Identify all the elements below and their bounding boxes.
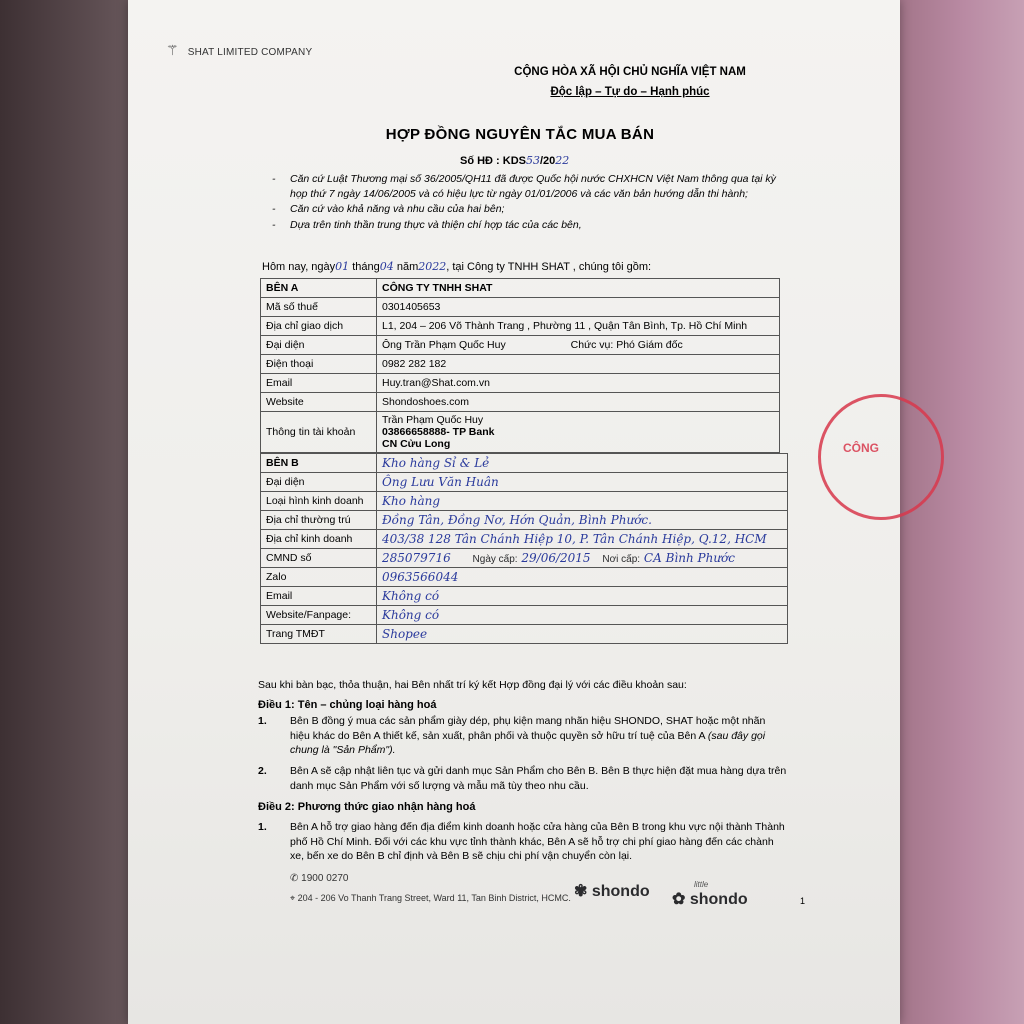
contract-number: Số HĐ : KDS53/2022 xyxy=(460,154,570,167)
article-2-item-1: 1. Bên A hỗ trợ giao hàng đến địa điểm kinh doanh hoặc cửa hàng của Bên B trong khu vực nội thành Thành phố Hồ Chí Minh. Đối với các khu vực tỉnh thành khác, Bên A sẽ hỗ trợ chi phí giao hàng đến các chành xe, bến xe do Bên B chỉ định và Bên B sẽ chịu chi phí vận chuyển còn lại. xyxy=(258,821,785,863)
table-row: Thông tin tài khoản Trần Phạm Quốc Huy 03866658888- TP Bank CN Cửu Long xyxy=(261,412,780,453)
page-number: 1 xyxy=(800,896,806,906)
party-a-table xyxy=(260,278,780,453)
legal-basis-item: - Căn cứ vào khả năng và nhu cầu của hai bên; xyxy=(272,203,505,216)
location-pin-icon: ⌖ xyxy=(290,893,296,903)
company-seal-stamp: CÔNG xyxy=(818,394,944,520)
company-logo: ⚚ SHAT LIMITED COMPANY xyxy=(166,42,313,58)
table-row: Địa chỉ kinh doanh 403/38 128 Tân Chánh Hiệp 10, P. Tân Chánh Hiệp, Q.12, HCM xyxy=(261,530,788,549)
table-row: CMND số 285079716 Ngày cấp: 29/06/2015 Nơi cấp: CA Bình Phước xyxy=(261,549,788,568)
phone-icon: ✆ xyxy=(290,873,299,884)
little-shondo-logo: little ✿ shondo xyxy=(672,880,748,908)
contract-date-line: Hôm nay, ngày01 tháng04 năm2022, tại Công ty TNHH SHAT , chúng tôi gồm: xyxy=(262,260,652,273)
shondo-flower-icon: ✾ xyxy=(574,883,588,900)
table-row: Website Shondoshoes.com xyxy=(261,393,780,412)
footer-phone: ✆ 1900 0270 xyxy=(290,873,349,884)
legal-basis-item: - Dựa trên tinh thần trung thực và thiện chí hợp tác của các bên, xyxy=(272,218,582,231)
table-row: Zalo 0963566044 xyxy=(261,568,788,587)
party-b-table xyxy=(260,453,788,644)
intro-paragraph: Sau khi bàn bạc, thỏa thuận, hai Bên nhất trí ký kết Hợp đồng đại lý với các điều khoản sau: xyxy=(258,679,687,691)
contract-year-handwritten: 22 xyxy=(555,154,570,167)
article-2-heading: Điều 2: Phương thức giao nhận hàng hoá xyxy=(258,801,476,813)
table-row: Mã số thuế 0301405653 xyxy=(261,298,780,317)
table-row: Loại hình kinh doanh Kho hàng xyxy=(261,492,788,511)
shat-logo-icon: ⚚ xyxy=(166,42,179,58)
article-1-heading: Điều 1: Tên – chủng loại hàng hoá xyxy=(258,699,437,711)
contract-number-handwritten: 53 xyxy=(526,154,540,167)
table-row: Địa chỉ thường trú Đồng Tân, Đồng Nơ, Hớn Quản, Bình Phước. xyxy=(261,511,788,530)
table-row: Đại diện Ông Lưu Văn Huân xyxy=(261,473,788,492)
table-row: Điện thoại 0982 282 182 xyxy=(261,355,780,374)
legal-bases xyxy=(272,172,792,233)
shondo-logo: ✾ shondo xyxy=(574,883,650,900)
article-1-item-1: 1. Bên B đồng ý mua các sản phẩm giày dép, phụ kiện mang nhãn hiệu SHONDO, SHAT hoặc một nhãn hiệu khác do Bên A thiết kế, sản xuất, phân phối và thuộc quyền sở hữu trí tuệ của Bên A (sau đây gọi chung là "Sản Phẩm"). xyxy=(258,715,766,757)
table-row: Website/Fanpage: Không có xyxy=(261,606,788,625)
table-row: BÊN B Kho hàng Sỉ & Lẻ xyxy=(261,454,788,473)
table-row: Email Huy.tran@Shat.com.vn xyxy=(261,374,780,393)
table-row: Trang TMĐT Shopee xyxy=(261,625,788,644)
background-left xyxy=(0,0,140,1024)
table-row: Email Không có xyxy=(261,587,788,606)
footer-address: ⌖ 204 - 206 Vo Thanh Trang Street, Ward 11, Tan Binh District, HCMC. xyxy=(290,893,571,903)
document-title: HỢP ĐỒNG NGUYÊN TẮC MUA BÁN xyxy=(385,126,655,143)
table-row: Địa chỉ giao dịch L1, 204 – 206 Võ Thành Trang , Phường 11 , Quận Tân Bình, Tp. Hồ Chí Minh xyxy=(261,317,780,336)
table-row: BÊN A CÔNG TY TNHH SHAT xyxy=(261,279,780,298)
little-shondo-flower-icon: ✿ xyxy=(672,891,686,908)
table-row: Đại diện Ông Trần Phạm Quốc Huy Chức vụ: Phó Giám đốc xyxy=(261,336,780,355)
nation-heading: CỘNG HÒA XÃ HỘI CHỦ NGHĨA VIỆT NAM xyxy=(514,66,746,78)
legal-basis-item: - Căn cứ Luật Thương mại số 36/2005/QH11 đã được Quốc hội nước CHXHCN Việt Nam thông qua tại kỳ họp thứ 7 ngày 14/06/2005 và có hiệu lực từ ngày 01/01/2006 và các văn bản hướng dẫn thi hành; xyxy=(272,173,776,201)
article-1-item-2: 2. Bên A sẽ cập nhật liên tục và gửi danh mục Sản Phẩm cho Bên B. Bên B thực hiện đặt mua hàng dựa trên danh mục Sản Phẩm với số lượng và mẫu mã tùy theo nhu cầu. xyxy=(258,765,787,792)
nation-motto: Độc lập – Tự do – Hạnh phúc xyxy=(550,86,710,98)
